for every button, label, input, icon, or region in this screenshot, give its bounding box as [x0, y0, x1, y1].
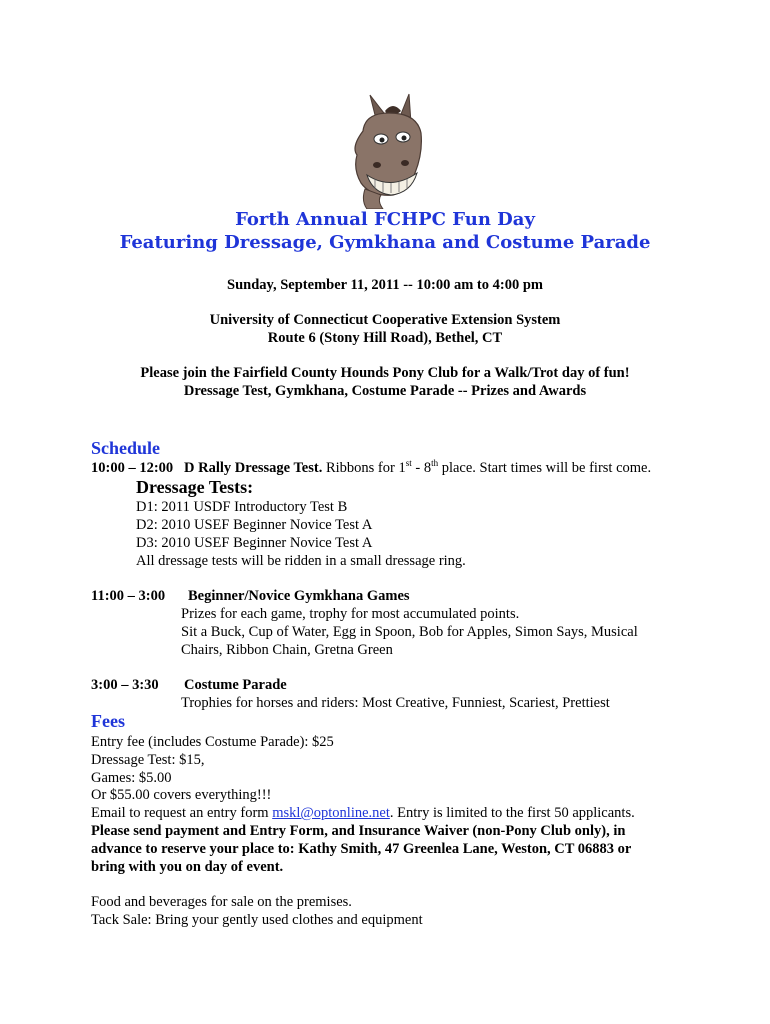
slot-time: 10:00 – 12:00 — [91, 460, 174, 476]
dressage-note: All dressage tests will be ridden in a small dressage ring. — [136, 553, 466, 569]
payment-line: advance to reserve your place to: Kathy Smith, 47 Greenlea Lane, Weston, CT 06883 or — [91, 841, 632, 857]
invite-line-2: Dressage Test, Gymkhana, Costume Parade -- Prizes and Awards — [183, 383, 587, 399]
venue-line-2: Route 6 (Stony Hill Road), Bethel, CT — [267, 330, 503, 346]
payment-line: Please send payment and Entry Form, and Insurance Waiver (non-Pony Club only), in — [91, 823, 626, 839]
footer-line: Food and beverages for sale on the premises. — [91, 894, 352, 910]
footer-line: Tack Sale: Bring your gently used clothes and equipment — [91, 912, 423, 928]
payment-line: bring with you on day of event. — [91, 859, 284, 875]
slot-desc: Ribbons for 1 — [322, 460, 406, 476]
email-link[interactable]: mskl@optonline.net — [272, 805, 390, 821]
invite-line-1: Please join the Fairfield County Hounds Pony Club for a Walk/Trot day of fun! — [140, 365, 630, 381]
slot-line: Sit a Buck, Cup of Water, Egg in Spoon, Bob for Apples, Simon Says, Musical — [181, 624, 638, 640]
dressage-test-item: D2: 2010 USEF Beginner Novice Test A — [136, 517, 373, 533]
slot-time: 11:00 – 3:00 — [91, 588, 166, 604]
dressage-tests-heading: Dressage Tests: — [136, 477, 254, 497]
slot-event: D Rally Dressage Test. — [184, 460, 323, 476]
fee-line: Or $55.00 covers everything!!! — [91, 787, 272, 803]
event-subtitle: Featuring Dressage, Gymkhana and Costume Parade — [119, 232, 651, 253]
slot-line: Prizes for each game, trophy for most accumulated points. — [181, 606, 520, 622]
slot-desc: - 8 — [411, 460, 432, 476]
event-title: Forth Annual FCHPC Fun Day — [235, 209, 535, 230]
fees-heading: Fees — [91, 711, 125, 731]
slot-time: 3:00 – 3:30 — [91, 677, 159, 693]
dressage-test-item: D3: 2010 USEF Beginner Novice Test A — [136, 535, 373, 551]
email-prefix: Email to request an entry form — [91, 805, 273, 821]
schedule-heading: Schedule — [91, 438, 161, 458]
email-suffix: . Entry is limited to the first 50 applicants. — [389, 805, 635, 821]
donkey-illustration — [337, 93, 433, 209]
slot-line: Trophies for horses and riders: Most Creative, Funniest, Scariest, Prettiest — [181, 695, 610, 711]
superscript: th — [431, 458, 439, 469]
fee-line: Dressage Test: $15, — [91, 752, 205, 768]
email-line — [91, 804, 635, 822]
dressage-test-item: D1: 2011 USDF Introductory Test B — [136, 499, 348, 515]
schedule-slot-1 — [91, 459, 651, 477]
slot-line: Chairs, Ribbon Chain, Gretna Green — [181, 642, 393, 658]
venue-line-1: University of Connecticut Cooperative Extension System — [209, 312, 561, 328]
superscript: st — [405, 458, 412, 469]
fee-line: Games: $5.00 — [91, 770, 172, 786]
slot-desc: place. Start times will be first come. — [438, 460, 652, 476]
fee-line: Entry fee (includes Costume Parade): $25 — [91, 734, 334, 750]
slot-event: Beginner/Novice Gymkhana Games — [188, 588, 410, 604]
slot-event: Costume Parade — [184, 677, 287, 693]
event-date: Sunday, September 11, 2011 -- 10:00 am to 4:00 pm — [227, 277, 543, 293]
